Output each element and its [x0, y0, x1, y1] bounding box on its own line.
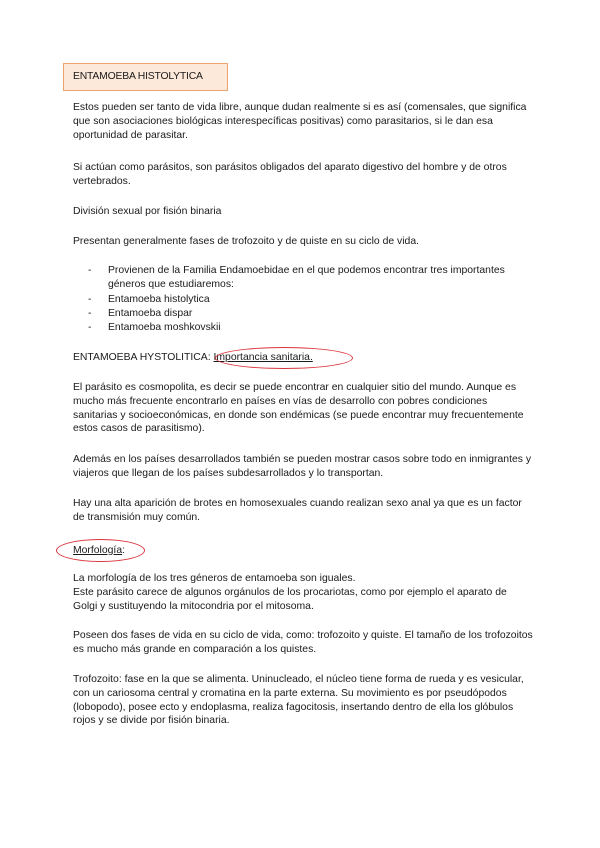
list-item-text: Entamoeba histolytica [108, 294, 210, 305]
list-item [88, 307, 508, 321]
list-item [88, 321, 508, 335]
parasites-paragraph: Si actúan como parásitos, son parásitos obligados del aparato digestivo del hombre y de otros vertebrados. [73, 162, 507, 187]
document-title [63, 63, 228, 91]
morfologia-heading-text: Morfología [73, 545, 123, 556]
morfologia-heading-colon: : [122, 545, 125, 556]
desarrollados-paragraph: Además en los países desarrollados también se pueden mostrar casos sobre todo en inmigrantes y viajeros que llegan de los países subdesarrollados y lo transportan. [73, 454, 532, 479]
bullet-marker: - [88, 265, 92, 276]
bullet-marker: - [88, 322, 92, 333]
list-item [88, 293, 508, 307]
annotation-ellipse [56, 539, 145, 562]
intro-paragraph: Estos pueden ser tanto de vida libre, aunque dudan realmente si es así (comensales, que significa que son asociaciones biológicas interespecíficas positivas) como parasitarios, si le dan esa oportunidad de parasitar. [73, 102, 527, 141]
division-paragraph: División sexual por fisión binaria [73, 206, 222, 217]
document-title-text: ENTAMOEBA HISTOLYTICA [73, 71, 203, 82]
bullet-marker: - [88, 308, 92, 319]
cosmopolita-paragraph: El parásito es cosmopolita, es decir se puede encontrar en cualquier sitio del mundo. Aunque es mucho más frecuente encontrarlo en países en vías de desarrollo con pobres condiciones sanitarias y socioeconómicas, en donde son endémicas (se puede encontrar muy frecuentemente estos casos de parasitismo). [73, 382, 524, 435]
list-item-text: Entamoeba moshkovskii [108, 322, 221, 333]
section-heading-link: Importancia sanitaria. [213, 352, 313, 363]
morfologia-line-1: La morfología de los tres géneros de entamoeba son iguales. [73, 573, 356, 584]
trofozoito-paragraph: Trofozoito: fase en la que se alimenta. Uninucleado, el núcleo tiene forma de rueda y es vesicular, con un cariosoma central y cromatina en la parte externa. Su movimiento es por pseudópodos (lobopodo), posee ecto y endoplasma, realiza fagocitosis, insertando dentro de ella los glóbulos rojos y se divide por fisión binaria. [73, 674, 524, 727]
list-item [88, 264, 508, 292]
phases-paragraph: Presentan generalmente fases de trofozoito y de quiste en su ciclo de vida. [73, 236, 419, 247]
list-item-text: Provienen de la Familia Endamoebidae en el que podemos encontrar tres importantes géneros que estudiaremos: [108, 265, 505, 290]
list-item-text: Entamoeba dispar [108, 308, 193, 319]
bullet-marker: - [88, 294, 92, 305]
fases-paragraph: Poseen dos fases de vida en su ciclo de vida, como: trofozoito y quiste. El tamaño de los trofozoitos es mucho más grande en comparación a los quistes. [73, 630, 533, 655]
morfologia-line-2: Este parásito carece de algunos orgánulos de los procariotas, como por ejemplo el aparato de Golgi y sustituyendo la mitocondria por el mitosoma. [73, 587, 507, 612]
annotation-ellipse [215, 347, 353, 369]
section-heading-prefix: ENTAMOEBA HYSTOLITICA: [73, 352, 214, 363]
brotes-paragraph: Hay una alta aparición de brotes en homosexuales cuando realizan sexo anal ya que es un factor de transmisión muy común. [73, 498, 522, 523]
